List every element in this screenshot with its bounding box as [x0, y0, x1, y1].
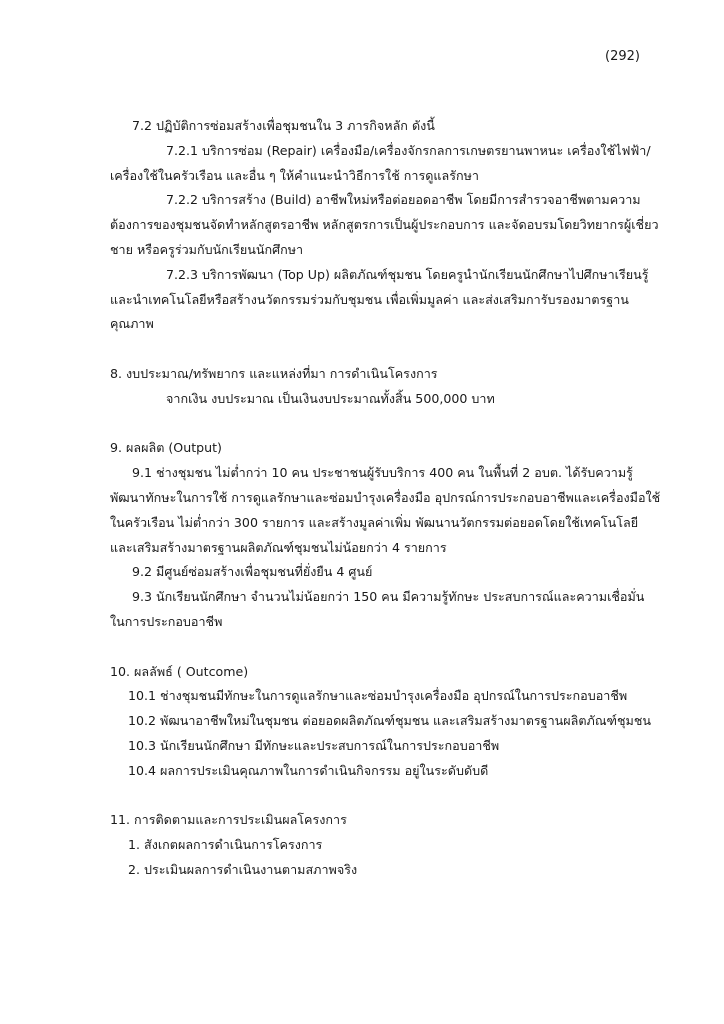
item-7-2-3-line-3: คุณภาพ — [110, 316, 154, 332]
item-10-2: 10.2 พัฒนาอาชีพใหม่ในชุมชน ต่อยอดผลิตภัณฑ์ชุมชน และเสริมสร้างมาตรฐานผลิตภัณฑ์ชุมชน — [128, 713, 651, 729]
section-spacer — [110, 412, 642, 437]
item-11-1: 1. สังเกตผลการดำเนินการโครงการ — [128, 837, 323, 853]
item-7-2-2-line-1: 7.2.2 บริการสร้าง (Build) อาชีพใหม่หรือต่อยอดอาชีพ โดยมีการสำรวจอาชีพตามความ — [166, 192, 641, 208]
item-9-1-line-2: พัฒนาทักษะในการใช้ การดูแลรักษาและซ่อมบำรุงเครื่องมือ อุปกรณ์การประกอบอาชีพและเครื่องมือใช้ — [110, 489, 661, 505]
item-7-2-2-line-3: ชาย หรือครูร่วมกับนักเรียนนักศึกษา — [110, 241, 304, 257]
item-10-4: 10.4 ผลการประเมินคุณภาพในการดำเนินกิจกรรม อยู่ในระดับดับดี — [128, 762, 489, 778]
item-7-2-3-line-2: และนำเทคโนโลยีหรือสร้างนวัตกรรมร่วมกับชุมชน เพื่อเพิ่มมูลค่า และส่งเสริมการับรองมาตรฐาน — [110, 291, 629, 307]
item-10-1: 10.1 ช่างชุมชนมีทักษะในการดูแลรักษาและซ่อมบำรุงเครื่องมือ อุปกรณ์ในการประกอบอาชีพ — [128, 688, 628, 704]
item-7-2-1-line-1: 7.2.1 บริการซ่อม (Repair) เครื่องมือ/เครื่องจักรกลการเกษตรยานพาหนะ เครื่องใช้ไฟฟ้า/ — [166, 142, 651, 158]
section-10-heading: 10. ผลลัพธ์ ( Outcome) — [110, 663, 249, 679]
item-7-2-2-line-2: ต้องการของชุมชนจัดทำหลักสูตรอาชีพ หลักสูตรการเป็นผู้ประกอบการ และจัดอบรมโดยวิทยากรผู้เชี่ยว — [110, 217, 659, 233]
item-10-3: 10.3 นักเรียนนักศึกษา มีทักษะและประสบการณ์ในการประกอบอาชีพ — [128, 737, 500, 753]
item-9-1-line-1: 9.1 ช่างชุมชน ไม่ต่ำกว่า 10 คน ประชาชนผู้รับบริการ 400 คน ในพื้นที่ 2 อบต. ได้รับความรู้ — [132, 465, 633, 481]
document-body — [110, 114, 661, 883]
section-8-heading: 8. งบประมาณ/ทรัพยากร และแหล่งที่มา การดำเนินโครงการ — [110, 365, 438, 381]
item-9-1-line-4: และเสริมสร้างมาตรฐานผลิตภัณฑ์ชุมชนไม่น้อยกว่า 4 รายการ — [110, 539, 447, 555]
item-9-2: 9.2 มีศูนย์ซ่อมสร้างเพื่อชุมชนที่ยั่งยืน 4 ศูนย์ — [132, 564, 373, 580]
section-9-heading: 9. ผลผลิต (Output) — [110, 440, 222, 456]
item-9-3-line-2: ในการประกอบอาชีพ — [110, 613, 223, 629]
section-8-budget-line: จากเงิน งบประมาณ เป็นเงินงบประมาณทั้งสิ้น 500,000 บาท — [166, 390, 495, 406]
section-spacer — [110, 635, 642, 660]
item-9-3-line-1: 9.3 นักเรียนนักศึกษา จำนวนไม่น้อยกว่า 150 คน มีความรู้ทักษะ ประสบการณ์และความเชื่อมั่น — [132, 589, 645, 605]
item-7-2-3-line-1: 7.2.3 บริการพัฒนา (Top Up) ผลิตภัณฑ์ชุมชน โดยครูนำนักเรียนนักศึกษาไปศึกษาเรียนรู้ — [166, 266, 649, 282]
section-11-heading: 11. การติดตามและการประเมินผลโครงการ — [110, 812, 347, 828]
page-number: (292) — [605, 49, 640, 64]
section-spacer — [110, 337, 642, 362]
section-spacer — [110, 784, 642, 809]
section-7-2-heading: 7.2 ปฏิบัติการซ่อมสร้างเพื่อชุมชนใน 3 ภารกิจหลัก ดังนี้ — [132, 118, 435, 133]
item-9-1-line-3: ในครัวเรือน ไม่ต่ำกว่า 300 รายการ และสร้างมูลค่าเพิ่ม พัฒนานวัตกรรมต่อยอดโดยใช้เทคโนโลยี — [110, 514, 639, 530]
item-11-2: 2. ประเมินผลการดำเนินงานตามสภาพจริง — [128, 861, 358, 877]
item-7-2-1-line-2: เครื่องใช้ในครัวเรือน และอื่น ๆ ให้คำแนะนำวิธีการใช้ การดูแลรักษา — [110, 167, 479, 183]
